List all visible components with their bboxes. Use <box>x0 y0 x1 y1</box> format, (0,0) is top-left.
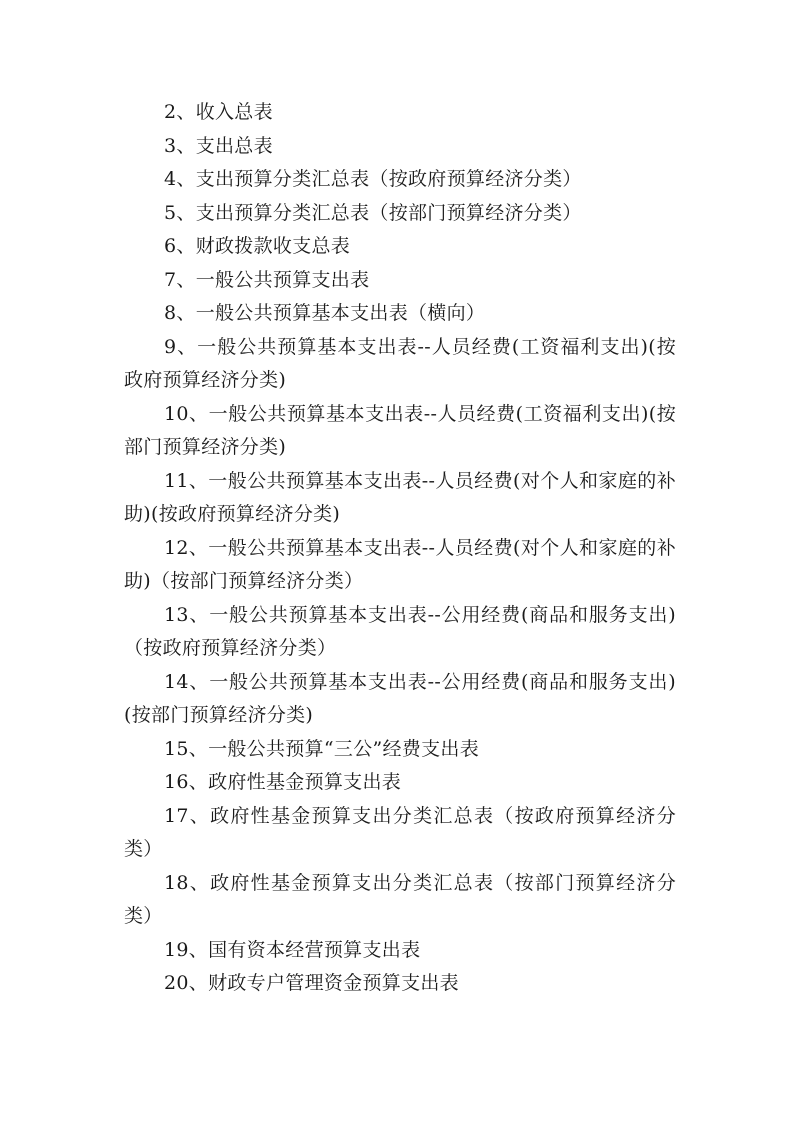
list-item: 15、一般公共预算“三公”经费支出表 <box>164 737 480 760</box>
list-item: 13、一般公共预算基本支出表--公用经费(商品和服务支出)（按政府预算经济分类） <box>124 603 676 659</box>
list-item: 16、政府性基金预算支出表 <box>164 771 402 793</box>
table-list <box>124 96 676 1001</box>
list-item: 20、财政专户管理资金预算支出表 <box>164 972 459 994</box>
list-item: 7、一般公共预算支出表 <box>164 268 370 291</box>
list-item: 14、一般公共预算基本支出表--公用经费(商品和服务支出)(按部门预算经济分类) <box>124 670 676 726</box>
list-item: 9、一般公共预算基本支出表--人员经费(工资福利支出)(按政府预算经济分类) <box>124 335 676 391</box>
list-item: 11、一般公共预算基本支出表--人员经费(对个人和家庭的补助)(按政府预算经济分类) <box>124 469 676 525</box>
list-item: 6、财政拨款收支总表 <box>164 235 351 257</box>
list-item: 17、政府性基金预算支出分类汇总表（按政府预算经济分类） <box>124 804 676 860</box>
list-item: 10、一般公共预算基本支出表--人员经费(工资福利支出)(按部门预算经济分类) <box>124 402 676 458</box>
list-item: 3、支出总表 <box>164 134 273 157</box>
list-item: 5、支出预算分类汇总表（按部门预算经济分类） <box>164 201 582 224</box>
list-item: 4、支出预算分类汇总表（按政府预算经济分类） <box>164 168 582 190</box>
list-item: 12、一般公共预算基本支出表--人员经费(对个人和家庭的补助)（按部门预算经济分类） <box>124 536 676 592</box>
list-item: 8、一般公共预算基本支出表（横向） <box>164 302 486 324</box>
list-item: 18、政府性基金预算支出分类汇总表（按部门预算经济分类） <box>124 871 676 927</box>
list-item: 2、收入总表 <box>164 101 273 123</box>
list-item: 19、国有资本经营预算支出表 <box>164 938 421 961</box>
